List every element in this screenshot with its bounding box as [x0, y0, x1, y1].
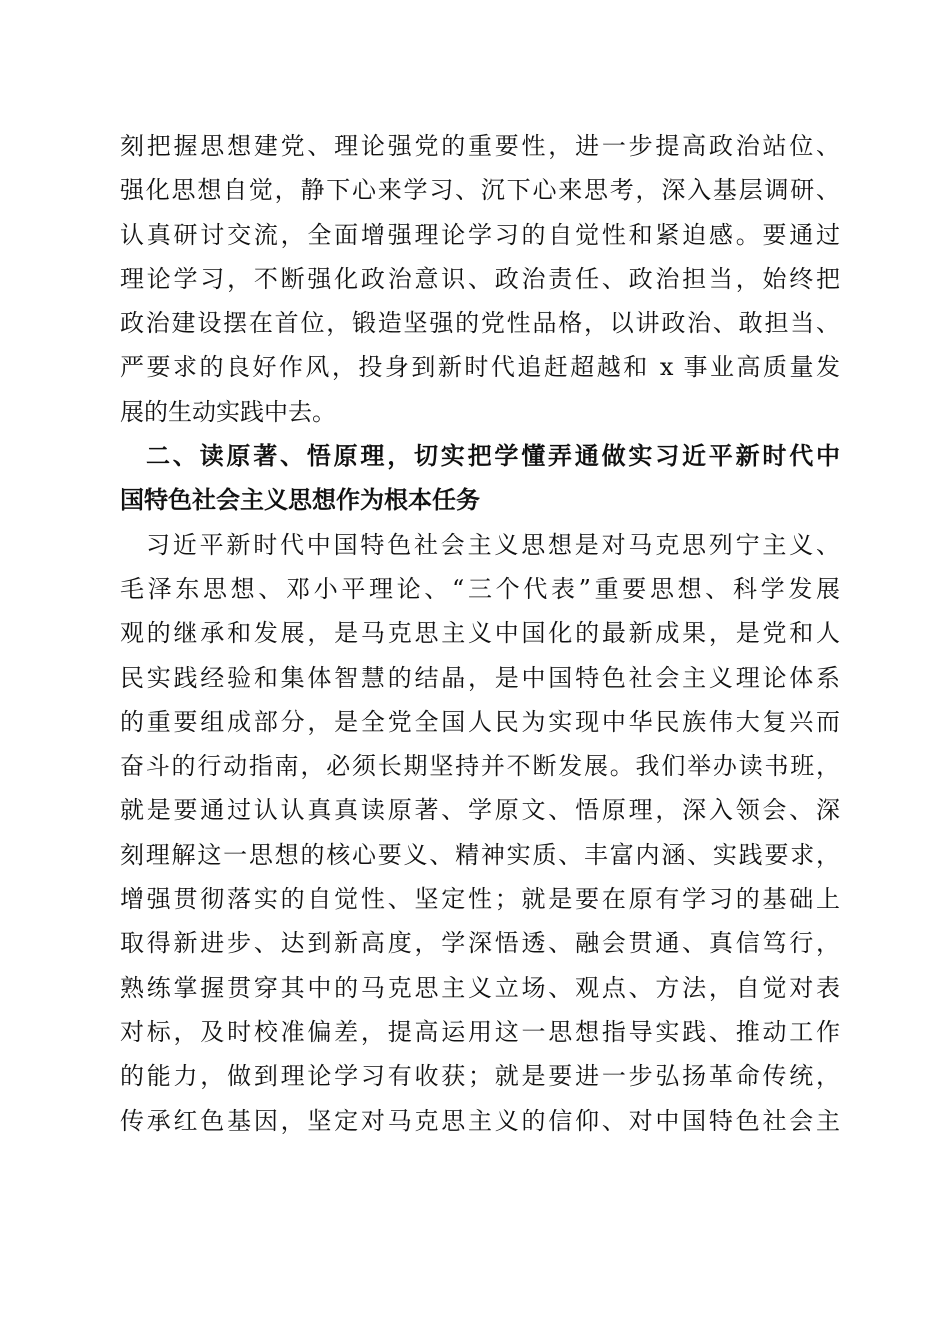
heading-line: 二、读原著、悟原理，切实把学懂弄通做实习近平新时代中 — [146, 442, 840, 471]
text-line: 对标，及时校准偏差，提高运用这一思想指导实践、推动工作 — [120, 1017, 840, 1046]
heading-line: 国特色社会主义思想作为根本任务 — [120, 486, 480, 515]
text-line: 的能力，做到理论学习有收获；就是要进一步弘扬革命传统， — [120, 1062, 840, 1091]
document-page — [120, 124, 840, 1143]
text-line: 刻把握思想建党、理论强党的重要性，进一步提高政治站位、 — [120, 132, 840, 160]
paragraph-body — [120, 523, 840, 1143]
text-line: 强化思想自觉，静下心来学习、沉下心来思考，深入基层调研、 — [120, 176, 840, 205]
section-heading — [120, 434, 840, 523]
text-line: 取得新进步、达到新高度，学深悟透、融会贯通、真信笃行， — [120, 929, 840, 958]
text-line: 传承红色基因，坚定对马克思主义的信仰、对中国特色社会主 — [120, 1106, 840, 1135]
text-line: 展的生动实践中去。 — [120, 397, 336, 426]
text-line: 增强贯彻落实的自觉性、坚定性；就是要在原有学习的基础上 — [120, 885, 840, 914]
text-line: 刻理解这一思想的核心要义、精神实质、丰富内涵、实践要求， — [120, 840, 840, 869]
text-line: 奋斗的行动指南，必须长期坚持并不断发展。我们举办读书班， — [120, 752, 840, 781]
text-line: 政治建设摆在首位，锻造坚强的党性品格，以讲政治、敢担当、 — [120, 309, 840, 338]
text-line: 理论学习，不断强化政治意识、政治责任、政治担当，始终把 — [120, 264, 840, 293]
text-line: 毛泽东思想、邓小平理论、“三个代表”重要思想、科学发展 — [120, 574, 840, 603]
paragraph-continuation — [120, 124, 840, 434]
text-line: 熟练掌握贯穿其中的马克思主义立场、观点、方法，自觉对表 — [120, 973, 840, 1002]
text-line: 习近平新时代中国特色社会主义思想是对马克思列宁主义、 — [146, 530, 840, 559]
text-line: 的重要组成部分，是全党全国人民为实现中华民族伟大复兴而 — [120, 707, 840, 736]
text-line: 民实践经验和集体智慧的结晶，是中国特色社会主义理论体系 — [120, 663, 840, 692]
text-line: 严要求的良好作风，投身到新时代追赶超越和 x 事业高质量发 — [120, 353, 840, 382]
text-line: 就是要通过认认真真读原著、学原文、悟原理，深入领会、深 — [120, 796, 840, 825]
text-line: 观的继承和发展，是马克思主义中国化的最新成果，是党和人 — [120, 619, 840, 648]
text-line: 认真研讨交流，全面增强理论学习的自觉性和紧迫感。要通过 — [120, 220, 840, 249]
